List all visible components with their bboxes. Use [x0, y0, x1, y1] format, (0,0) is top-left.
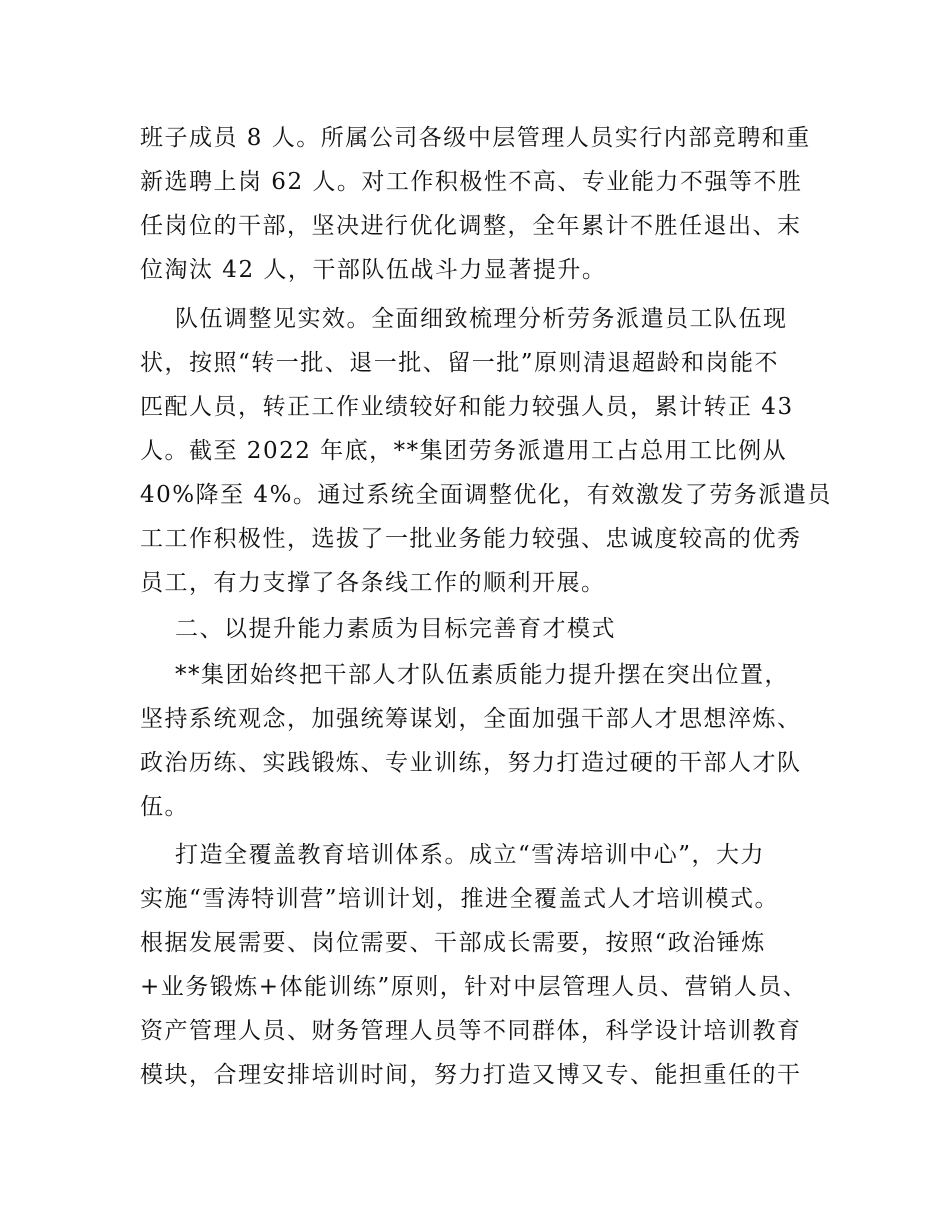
- text-line: 40%降至 4%。通过系统全面调整优化，有效激发了劳务派遣员: [140, 482, 832, 508]
- text-line: **集团始终把干部人才队伍素质能力提升摆在突出位置，: [175, 662, 789, 688]
- text-line: 状，按照“转一批、退一批、留一批”原则清退超龄和岗能不: [140, 350, 780, 376]
- text-line: 队伍调整见实效。全面细致梳理分析劳务派遣员工队伍现: [175, 306, 788, 332]
- text-line: 伍。: [140, 794, 189, 820]
- text-line: 打造全覆盖教育培训体系。成立“雪涛培训中心”，大力: [175, 842, 766, 868]
- text-line: 人。截至 2022 年底，**集团劳务派遣用工占总用工比例从: [140, 438, 788, 464]
- text-line: 工工作积极性，选拔了一批业务能力较强、忠诚度较高的优秀: [140, 526, 802, 552]
- text-line: 根据发展需要、岗位需要、干部成长需要，按照“政治锤炼: [140, 930, 766, 956]
- paragraph-1: [140, 116, 810, 292]
- text-line: 新选聘上岗 62 人。对工作积极性不高、专业能力不强等不胜: [140, 169, 803, 195]
- text-line: 实施“雪涛特训营”培训计划，推进全覆盖式人才培训模式。: [140, 886, 780, 912]
- text-line: 匹配人员，转正工作业绩较好和能力较强人员，累计转正 43: [140, 394, 794, 420]
- paragraph-3: [140, 653, 810, 829]
- document-body: [140, 116, 832, 1097]
- text-line: +业务锻炼+体能训练”原则，针对中层管理人员、营销人员、: [140, 974, 808, 1000]
- paragraph-2: [140, 297, 832, 605]
- text-line: 班子成员 8 人。所属公司各级中层管理人员实行内部竞聘和重: [140, 125, 811, 151]
- heading-text: 二、以提升能力素质为目标完善育才模式: [175, 616, 616, 642]
- section-heading: [140, 607, 810, 651]
- text-line: 资产管理人员、财务管理人员等不同群体，科学设计培训教育: [140, 1018, 802, 1044]
- text-line: 模块，合理安排培训时间，努力打造又博又专、能担重任的干: [140, 1062, 802, 1088]
- text-line: 任岗位的干部，坚决进行优化调整，全年累计不胜任退出、末: [140, 213, 802, 239]
- text-line: 坚持系统观念，加强统筹谋划，全面加强干部人才思想淬炼、: [140, 706, 802, 732]
- text-line: 位淘汰 42 人，干部队伍战斗力显著提升。: [140, 257, 607, 283]
- text-line: 政治历练、实践锻炼、专业训练，努力打造过硬的干部人才队: [140, 750, 802, 776]
- text-line: 员工，有力支撑了各条线工作的顺利开展。: [140, 570, 606, 596]
- paragraph-4: [140, 833, 810, 1097]
